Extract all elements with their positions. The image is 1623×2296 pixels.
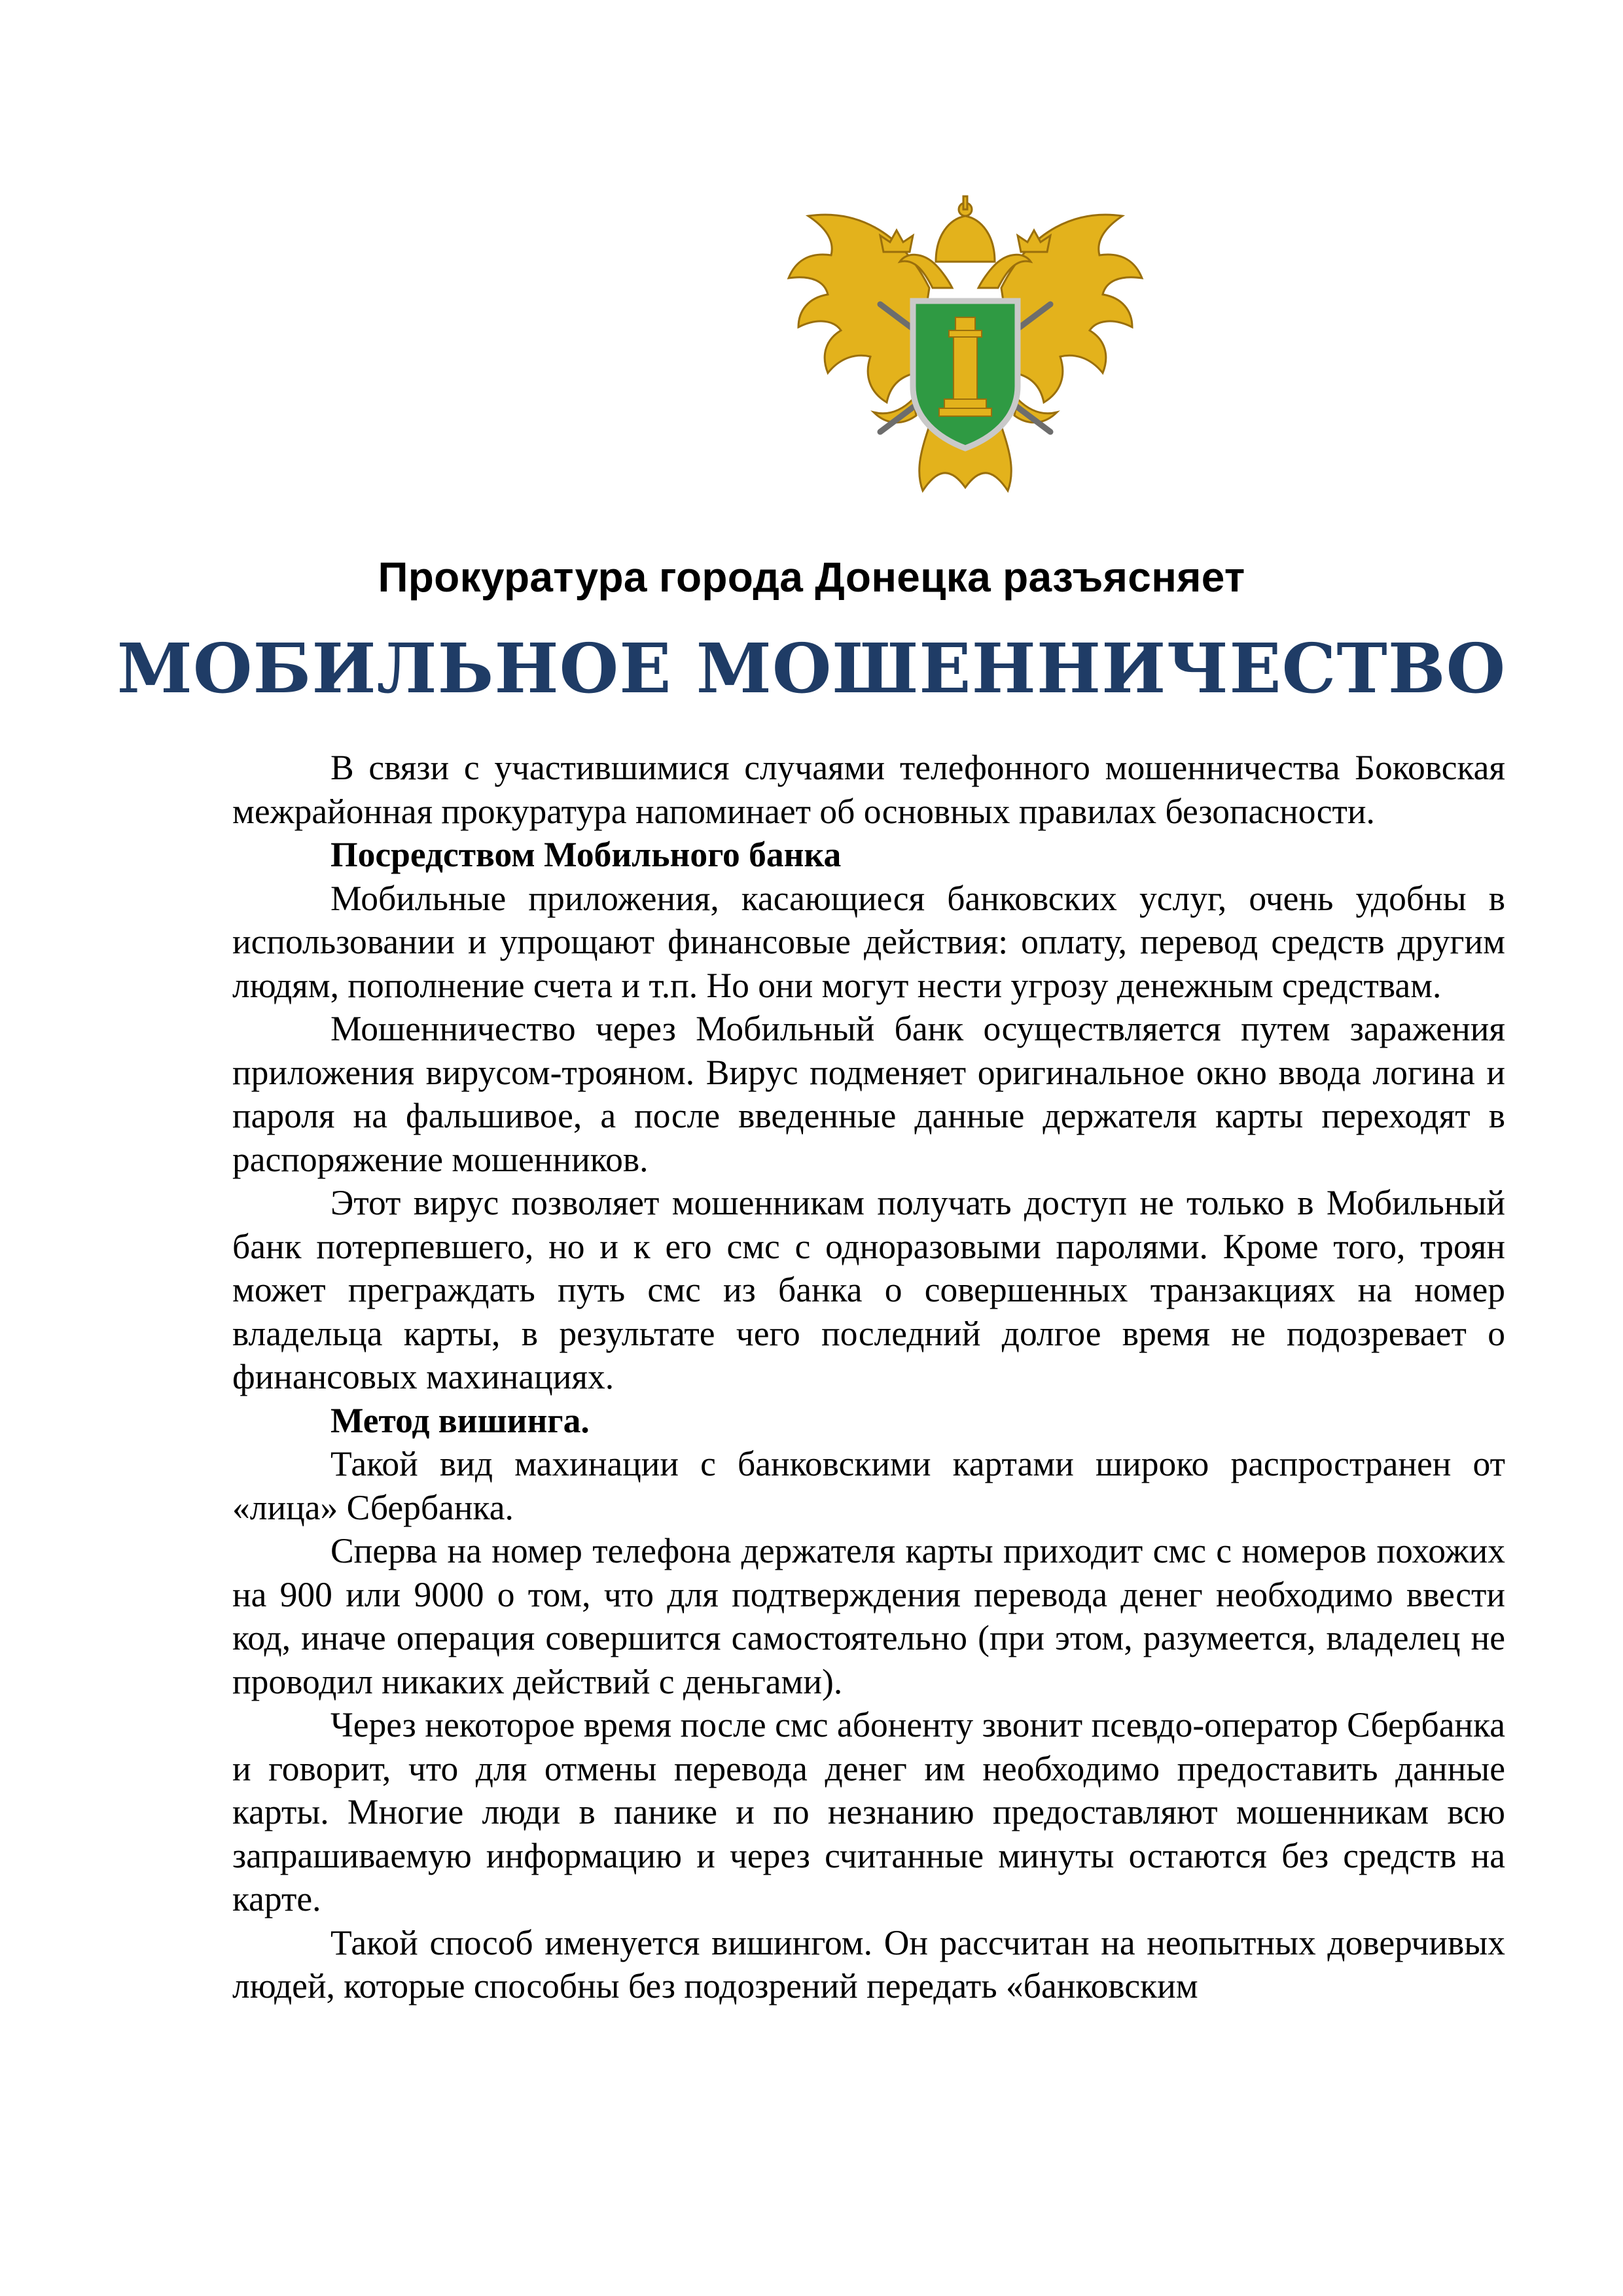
paragraph: Мобильные приложения, касающиеся банковских услуг, очень удобны в использовании и упрощают финансовые действия: оплату, перевод средств другим людям, пополнение счета и т.п. Но они могут нести угрозу денежным средствам. <box>232 878 1505 1005</box>
paragraph: Через некоторое время после смс абоненту звонит псевдо-оператор Сбербанка и говорит, что для отмены перевода денег им необходимо предоставить данные карты. Многие люди в панике и по незнанию предоставляют мошенникам всю запрашиваемую информацию и через считанные минуты остаются без средств на карте. <box>232 1705 1505 1918</box>
paragraph: Этот вирус позволяет мошенникам получать доступ не только в Мобильный банк потерпевшего, но и к его смс с одноразовыми паролями. Кроме того, троян может преграждать путь смс из банка о совершенных транзакциях на номер владельца карты, в результате чего последний долгое время не подозревает о финансовых махинациях. <box>232 1183 1505 1396</box>
paragraph: Мошенничество через Мобильный банк осуществляется путем заражения приложения вирусом-трояном. Вирус подменяет оригинальное окно ввода логина и пароля на фальшивое, а после введенные данные держателя карты переходят в распоряжение мошенников. <box>232 1009 1505 1179</box>
paragraph: Такой способ именуется вишингом. Он рассчитан на неопытных доверчивых людей, которые способны без подозрений передать «банковским <box>232 1922 1505 2005</box>
section-heading: Метод вишинга. <box>330 1400 590 1440</box>
paragraph: Такой вид махинации с банковскими картами широко распространен от «лица» Сбербанка. <box>232 1444 1505 1527</box>
document-header: Прокуратура города Донецка разъясняет <box>378 554 1245 601</box>
paragraph: В связи с участившимися случаями телефонного мошенничества Боковская межрайонная прокуратура напоминает об основных правилах безопасности. <box>232 748 1505 831</box>
prosecutor-office-emblem-icon <box>782 190 1149 497</box>
section-heading: Посредством Мобильного банка <box>330 835 842 874</box>
document-title: МОБИЛЬНОЕ МОШЕННИЧЕСТВО <box>116 628 1507 709</box>
document-body <box>232 746 1505 2008</box>
paragraph: Сперва на номер телефона держателя карты приходит смс с номеров похожих на 900 или 9000 о том, что для подтверждения перевода денег необходимо ввести код, иначе операция совершится самостоятельно (при этом, разумеется, владелец не проводил никаких действий с деньгами). <box>232 1531 1505 1701</box>
